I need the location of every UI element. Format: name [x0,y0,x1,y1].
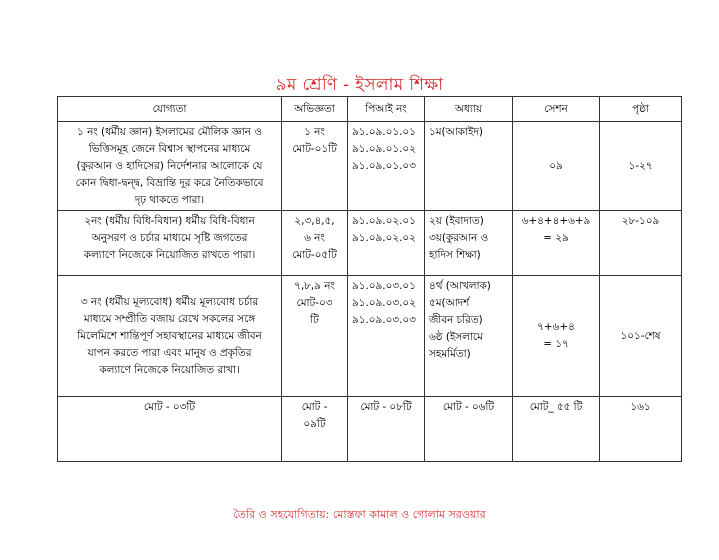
chapter-cell: ৪র্থ (আখলাক) ৫ম(আদর্শ জীবন চরিত) ৬ষ্ঠ (ইসলামে সহমর্মিতা) [425,276,513,397]
total-pi-cell: মোট - ০৮টি [348,397,425,462]
session-cell: ৭+৬+৪ = ১৭ [513,276,600,397]
totals-row [58,397,682,462]
chapter-cell: ২য় (ইবাদাত) ৩য়(কুরআন ও হাদিস শিক্ষা) [425,211,513,276]
pi-cell: ৯১.০৯.০৩.০১ ৯১.০৯.০৩.০২ ৯১.০৯.০৩.০৩ [348,276,425,397]
competency-cell: ৩ নং (ধর্মীয় মূল্যবোধ) ধর্মীয় মূল্যবোধ চর্চার মাধ্যমে সম্প্রীতি বজায় রেখে সকলের সঙ্গে মিলেমিশে শান্তিপূর্ণ সহাবস্থানের মাধ্যমে জীবন যাপন করতে পারা এবং মানুষ ও প্রকৃতির কল্যাণে নিজেকে নিয়োজিত রাখা। [58,276,282,397]
header-competency: যোগ্যতা [58,97,282,122]
chapter-cell: ১ম(আকাইদ) [425,122,513,211]
competency-cell: ২নং (ধর্মীয় বিধি-বিধান) ধর্মীয় বিধি-বিধান অনুসরণ ও চর্চার মাধ্যমে সৃষ্টি জগতের কল্যাণে নিজেকে নিয়োজিত রাখতে পারা। [58,211,282,276]
total-experience-cell: মোট - ০৯টি [282,397,348,462]
competency-cell: ১ নং (ধর্মীয় জ্ঞান) ইসলামের মৌলিক জ্ঞান ও ভিত্তিসমূহ জেনে বিশ্বাস স্থাপনের মাধ্যমে (কুরআন ও হাদিসের) নির্দেশনার আলোকে যে কোন দ্বিধা-দ্বন্দ্ব, বিভ্রান্তি দূর করে নৈতিকভাবে দৃঢ় থাকতে পারা। [58,122,282,211]
table-row [58,276,682,397]
page-cell: ১০১-শেষ [600,276,682,397]
header-session: সেশন [513,97,600,122]
total-page-cell: ১৬১ [600,397,682,462]
experience-cell: ১ নং মোট-০১টি [282,122,348,211]
pi-cell: ৯১.০৯.০১.০১ ৯১.০৯.০১.০২ ৯১.০৯.০১.০৩ [348,122,425,211]
credits-footer: তৈরি ও সহযোগিতায়: মোস্তফা কামাল ও গোলাম সরওয়ার [233,508,486,521]
page-cell: ১-২৭ [600,122,682,211]
curriculum-table [57,96,682,462]
table-header-row [58,97,682,122]
session-cell: ০৯ [513,122,600,211]
total-chapter-cell: মোট - ০৬টি [425,397,513,462]
session-cell: ৬+৪+৪+৬+৯ = ২৯ [513,211,600,276]
header-page: পৃষ্ঠা [600,97,682,122]
header-chapter: অধ্যায় [425,97,513,122]
table-row [58,211,682,276]
header-pi-number: পিআই নং [348,97,425,122]
header-experience: অভিজ্ঞতা [282,97,348,122]
page-title: ৯ম শ্রেণি - ইসলাম শিক্ষা [275,75,444,95]
experience-cell: ৭,৮,৯ নং মোট-০৩ টি [282,276,348,397]
experience-cell: ২,৩,৪,৫, ৬ নং মোট-০৫টি [282,211,348,276]
page-cell: ২৮-১০৯ [600,211,682,276]
total-competency-cell: মোট - ০৩টি [58,397,282,462]
pi-cell: ৯১.০৯.০২.০১ ৯১.০৯.০২.০২ [348,211,425,276]
table-row [58,122,682,211]
total-session-cell: মোট_ ৫৫ টি [513,397,600,462]
